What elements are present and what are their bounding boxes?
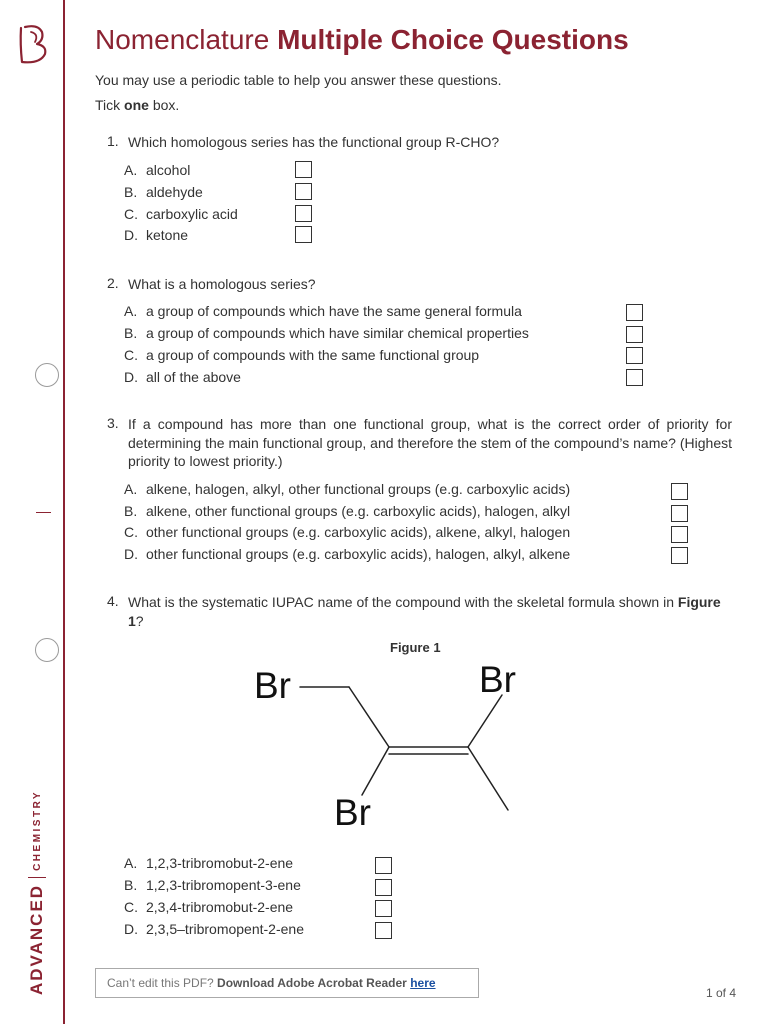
- option-2a: A. a group of compounds which have the same general formula: [124, 303, 522, 319]
- option-3a: A. alkene, halogen, alkyl, other functional groups (e.g. carboxylic acids): [124, 481, 571, 497]
- bromine-label-2: Br: [479, 659, 516, 700]
- fold-mark: [36, 512, 51, 513]
- option-3b: B. alkene, other functional groups (e.g. carboxylic acids), halogen, alkyl: [124, 503, 571, 519]
- checkbox-3a[interactable]: [671, 483, 688, 500]
- intro-line-1: You may use a periodic table to help you answer these questions.: [95, 72, 502, 88]
- option-4b: B. 1,2,3-tribromopent-3-ene: [124, 877, 301, 893]
- question-1: 1. Which homologous series has the functional group R-CHO?: [107, 133, 500, 150]
- skeletal-formula-figure: [240, 650, 530, 840]
- bond-line: [468, 695, 502, 747]
- page-number: 1 of 4: [706, 986, 737, 1000]
- checkbox-3c[interactable]: [671, 526, 688, 543]
- checkbox-4c[interactable]: [375, 900, 392, 917]
- checkbox-4b[interactable]: [375, 879, 392, 896]
- checkbox-2d[interactable]: [626, 369, 643, 386]
- checkbox-1d[interactable]: [295, 226, 312, 243]
- checkbox-2b[interactable]: [626, 326, 643, 343]
- option-4a: A. 1,2,3-tribromobut-2-ene: [124, 855, 294, 871]
- checkbox-3d[interactable]: [671, 547, 688, 564]
- checkbox-3b[interactable]: [671, 505, 688, 522]
- brand-sub: CHEMISTRY: [31, 789, 43, 871]
- binder-hole: [35, 638, 59, 662]
- option-4c: C. 2,3,4-tribromobut-2-ene: [124, 899, 294, 915]
- intro-line-2: Tick one box.: [95, 97, 180, 113]
- checkbox-1b[interactable]: [295, 183, 312, 200]
- bromine-label-3: Br: [334, 792, 371, 833]
- option-2d: D. all of the above: [124, 369, 241, 385]
- bond-line: [362, 747, 389, 795]
- checkbox-2c[interactable]: [626, 347, 643, 364]
- brand-logo-icon: [15, 22, 49, 66]
- bromine-label-1: Br: [254, 665, 291, 706]
- option-4d: D. 2,3,5–tribromopent-2-ene: [124, 921, 304, 937]
- question-2: 2. What is a homologous series?: [107, 275, 316, 292]
- checkbox-1a[interactable]: [295, 161, 312, 178]
- checkbox-1c[interactable]: [295, 205, 312, 222]
- acrobat-notice: Can’t edit this PDF? Download Adobe Acrobat Reader here: [95, 968, 479, 998]
- option-1c: C. carboxylic acid: [124, 206, 238, 222]
- checkbox-4a[interactable]: [375, 857, 392, 874]
- option-1b: B. aldehyde: [124, 184, 203, 200]
- bond-line: [349, 687, 389, 747]
- option-3c: C. other functional groups (e.g. carboxylic acids), alkene, alkyl, halogen: [124, 524, 571, 540]
- bond-line: [468, 747, 508, 810]
- checkbox-2a[interactable]: [626, 304, 643, 321]
- option-2c: C. a group of compounds with the same functional group: [124, 347, 480, 363]
- option-3d: D. other functional groups (e.g. carboxylic acids), halogen, alkyl, alkene: [124, 546, 571, 562]
- checkbox-4d[interactable]: [375, 922, 392, 939]
- option-1d: D. ketone: [124, 227, 189, 243]
- binder-hole: [35, 363, 59, 387]
- brand-main: ADVANCED: [27, 883, 46, 995]
- page-title: Nomenclature Multiple Choice Questions: [95, 24, 629, 55]
- option-2b: B. a group of compounds which have similar chemical properties: [124, 325, 529, 341]
- margin-line: [63, 0, 65, 1024]
- question-4: 4. What is the systematic IUPAC name of the compound with the skeletal formula shown in Figure 1?: [107, 593, 721, 629]
- figure-label: Figure 1: [390, 640, 441, 655]
- question-3: 3. If a compound has more than one functional group, what is the correct order of priority for determining the main functional group, and therefore the stem of the compound’s name? (Highest priority to lowest priority.): [107, 415, 732, 469]
- acrobat-download-link[interactable]: here: [410, 976, 436, 990]
- option-1a: A. alcohol: [124, 162, 191, 178]
